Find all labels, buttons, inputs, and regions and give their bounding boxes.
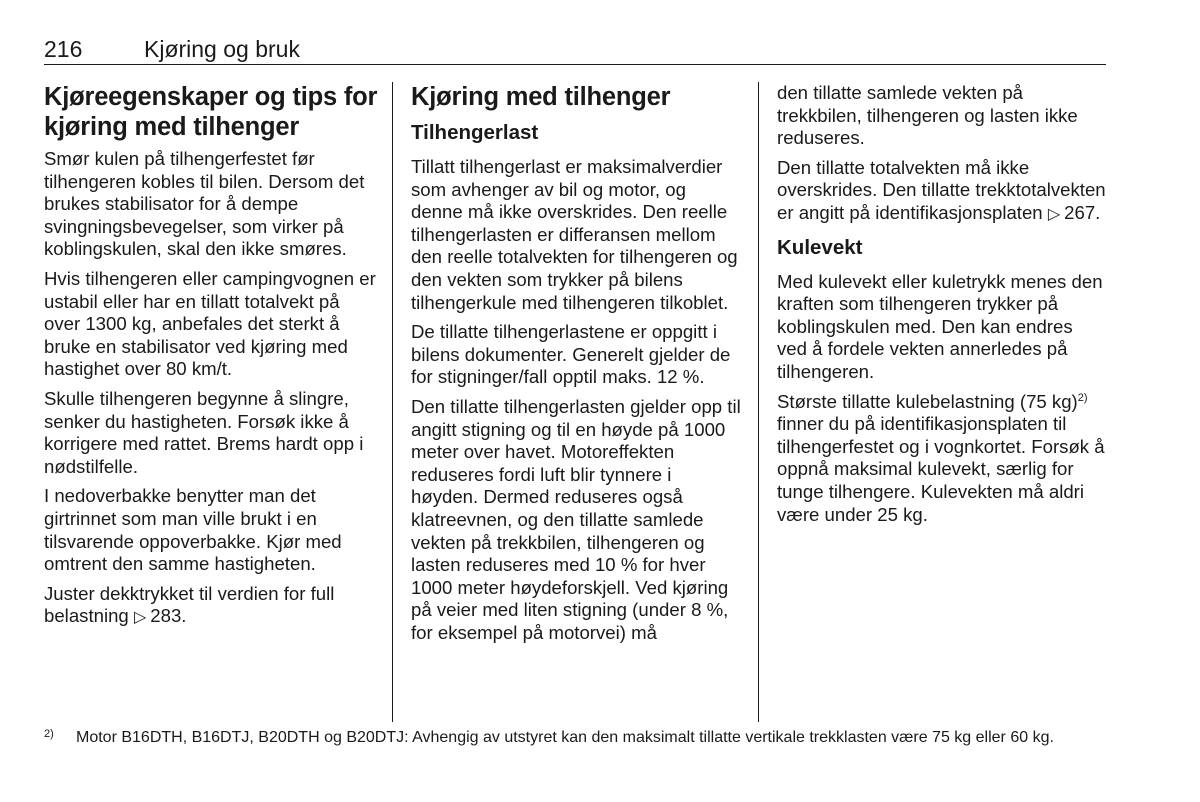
paragraph [44, 583, 379, 630]
subsection-heading: Kulevekt [777, 235, 863, 259]
column-divider [758, 82, 759, 722]
paragraph: I nedoverbakke benytter man det girtrinnet som man ville brukt i en tilsvarende oppoverbakke. Kjør med omtrent den samme hastigheten. [44, 485, 342, 575]
footnote-mark: 2) [44, 728, 54, 740]
section-heading: Kjøreegenskaper og tips for kjøring med tilhenger [44, 83, 378, 141]
paragraph-text: Den tillatte totalvekten må ikke overskrides. Den tillatte trekktotalvekten er angitt på identifikasjonsplaten [777, 156, 1106, 223]
section-heading: Kjøring med tilhenger [411, 83, 671, 111]
paragraph [777, 157, 1107, 227]
paragraph: Hvis tilhengeren eller campingvognen er ustabil eller har en tillatt totalvekt på over 1300 kg, anbefales det sterkt å bruke en stabilisator ved kjøring med hastighet over 80 km/t. [44, 267, 376, 380]
paragraph-text: Juster dekktrykket til verdien for full belastning [44, 582, 335, 627]
paragraph: Den tillatte tilhengerlasten gjelder opp til angitt stigning og til en høyde på 1000 meter over havet. Motoreffekten reduseres fordi luft blir tynnere i høyden. Dermed reduseres også klatreevnen, og den tillatte samlede vekten på trekkbilen, tilhengeren og lasten reduseres med 10 % for hver 1000 meter høydeforskjell. Ved kjøring på veier med liten stigning (under 8 %, for eksempel på motorvei) må [411, 395, 741, 643]
footnote-reference[interactable]: 2) [1077, 391, 1088, 404]
page-reference[interactable]: 267. [1064, 201, 1101, 223]
paragraph-text: finner du på identifikasjonsplaten til tilhengerfestet og i vognkortet. Forsøk å oppnå maksimal kulevekt, særlig for tunge tilhengere. Kulevekten må aldri være under 25 kg. [777, 413, 1105, 525]
paragraph [777, 391, 1107, 527]
header-rule [44, 64, 1106, 65]
page-number: 216 [44, 36, 83, 62]
paragraph: Tillatt tilhengerlast er maksimalverdier som avhenger av bil og motor, og denne må ikke overskrides. Den reelle tilhengerlasten er differansen mellom den reelle totalvekten for tilhengeren og den vekten som trykker på bilens tilhengerkule med tilhengeren tilkoblet. [411, 156, 738, 313]
page-reference-arrow-icon: ▷ [133, 609, 147, 627]
footnote-text: Motor B16DTH, B16DTJ, B20DTH og B20DTJ: Avhengig av utstyret kan den maksimalt tillatte vertikale trekklasten være 75 kg eller 60 kg. [76, 729, 1054, 746]
paragraph-text: Største tillatte kulebelastning (75 kg) [777, 390, 1078, 412]
page-reference-arrow-icon: ▷ [1047, 205, 1061, 223]
paragraph: Skulle tilhengeren begynne å slingre, senker du hastigheten. Forsøk ikke å korrigere med rattet. Brems hardt opp i nødstilfelle. [44, 387, 364, 477]
subsection-heading: Tilhengerlast [411, 121, 539, 144]
page-reference[interactable]: 283. [150, 605, 187, 627]
page-header [44, 36, 1106, 66]
paragraph: den tillatte samlede vekten på trekkbilen, tilhengeren og lasten ikke reduseres. [777, 82, 1078, 149]
column-middle [411, 82, 741, 651]
paragraph: Med kulevekt eller kuletrykk menes den kraften som tilhengeren trykker på koblingskulen med. Den kan endres ved å fordele vekten annerledes på tilhengeren. [777, 270, 1103, 382]
chapter-title: Kjøring og bruk [144, 36, 300, 62]
column-right [777, 82, 1107, 533]
paragraph: De tillatte tilhengerlastene er oppgitt i bilens dokumenter. Generelt gjelder de for stigninger/fall opptil maks. 12 %. [411, 321, 731, 388]
column-left [44, 82, 379, 637]
paragraph: Smør kulen på tilhengerfestet før tilhengeren kobles til bilen. Dersom det brukes stabilisator for å dempe svingningsbevegelser, som virker på koblingskulen, skal den ikke smøres. [44, 148, 365, 260]
column-divider [392, 82, 393, 722]
